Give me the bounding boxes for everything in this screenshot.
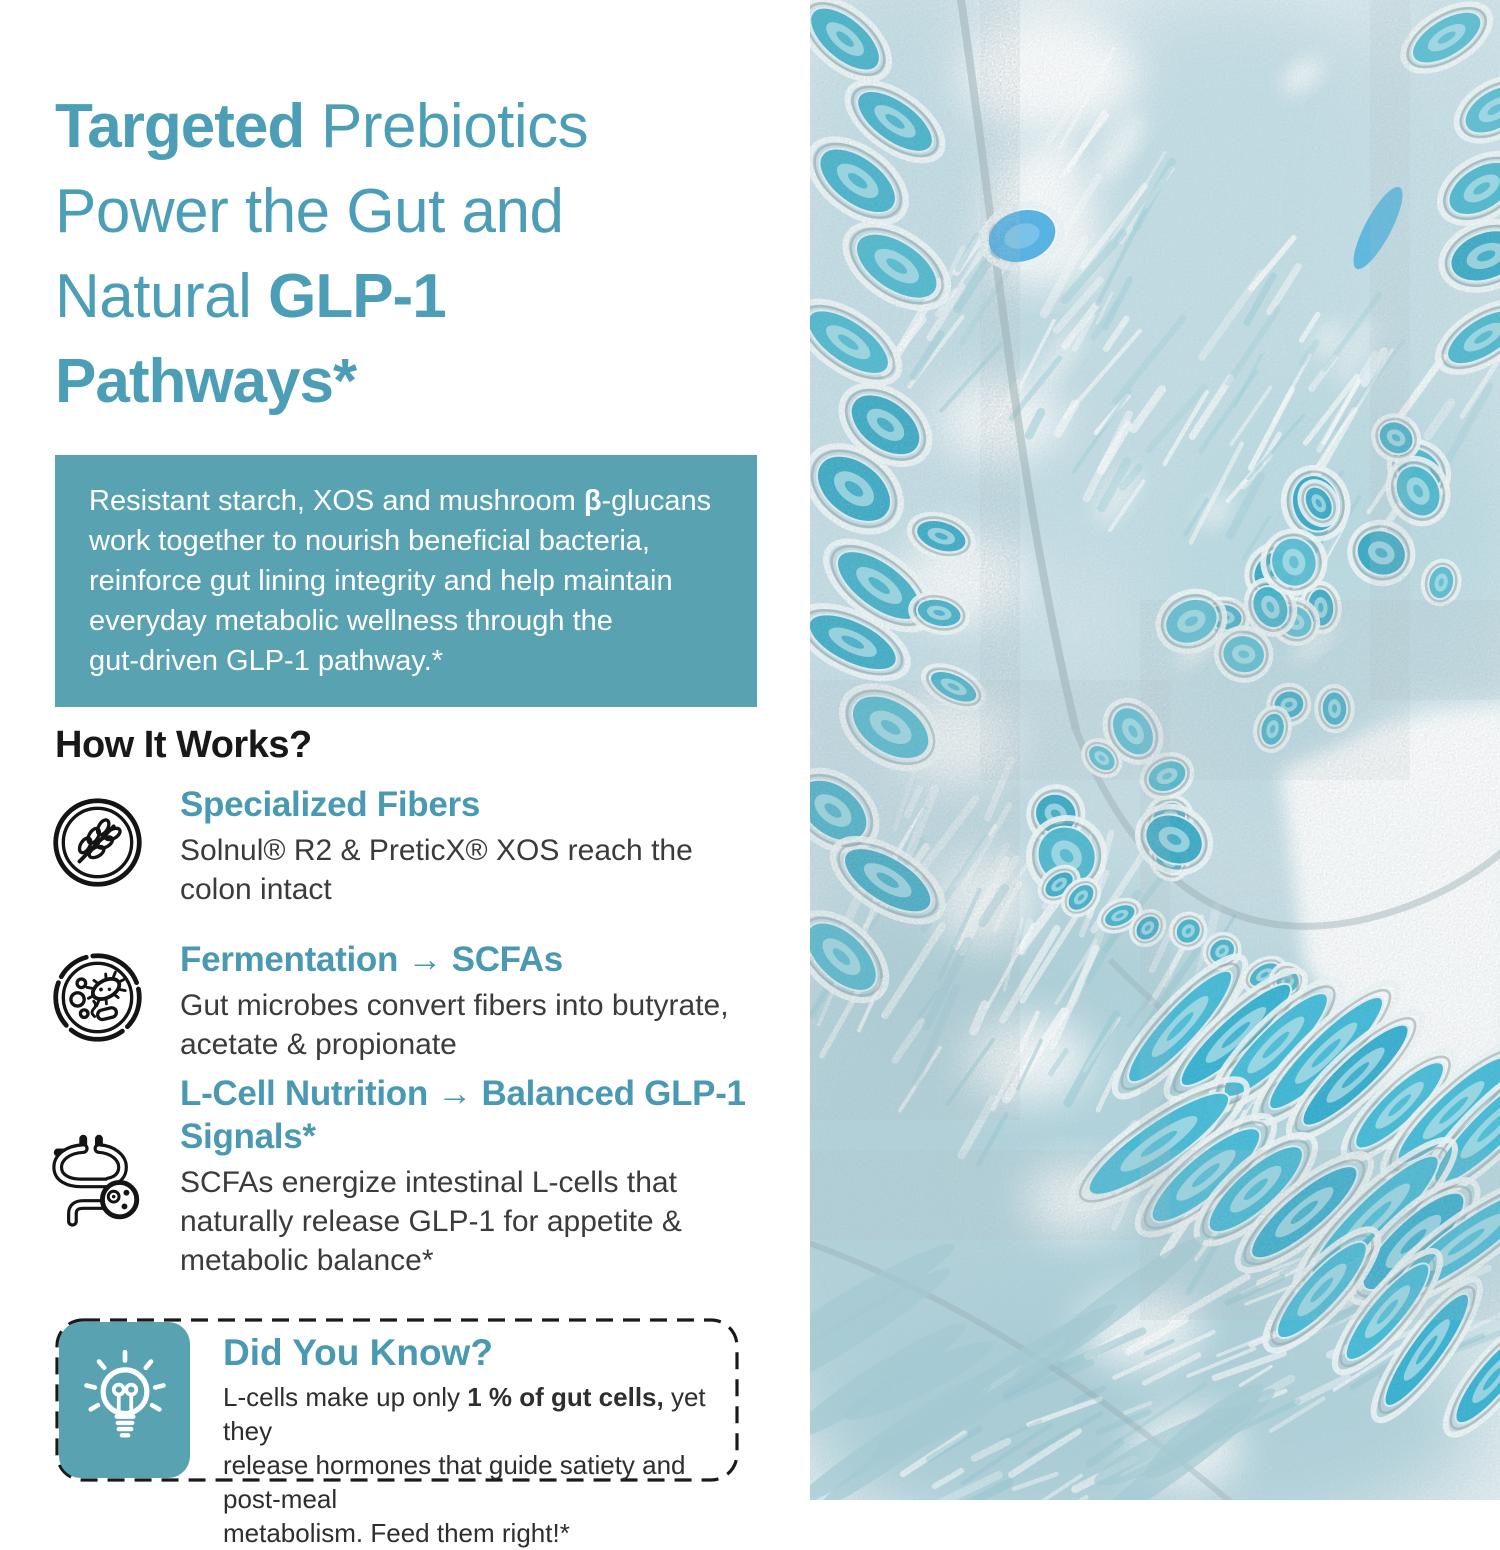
how-it-works-heading: How It Works? xyxy=(55,724,312,766)
histology-micrograph xyxy=(810,0,1500,1500)
intro-callout-box: Resistant starch, XOS and mushroom β-glucans work together to nourish beneficial bacteria, reinforce gut lining integrity and help maintain everyday metabolic wellness through the gut-driven GLP-1 pathway.* xyxy=(55,455,757,707)
item-heading: Fermentation → SCFAs xyxy=(180,940,563,979)
item-body: Gut microbes convert fibers into butyrate, acetate & propionate xyxy=(180,989,729,1061)
microbes-dish-icon xyxy=(50,950,145,1045)
item-body: Solnul® R2 & PreticX® XOS reach the colon intact xyxy=(180,834,693,906)
did-you-know-text xyxy=(223,1332,733,1550)
wheat-circle-icon xyxy=(50,795,145,890)
how-item-lcell-nutrition xyxy=(180,1072,780,1280)
page-title-line-2: Power the Gut and xyxy=(55,177,564,246)
item-heading: L-Cell Nutrition → Balanced GLP-1 Signals* xyxy=(180,1074,746,1156)
did-you-know-box xyxy=(55,1318,739,1548)
how-item-specialized-fibers xyxy=(180,783,780,909)
page-title-line-1: Targeted Prebiotics xyxy=(55,92,589,161)
intestine-cell-icon xyxy=(42,1124,150,1232)
did-you-know-body: L-cells make up only 1 % of gut cells, yet they release hormones that guide satiety and post-meal metabolism. Feed them right!* xyxy=(223,1382,706,1548)
lightbulb-icon xyxy=(59,1322,190,1478)
micrograph-art xyxy=(810,0,1500,1500)
how-item-fermentation-scfas xyxy=(180,938,780,1064)
page-title-line-3: Natural GLP-1 xyxy=(55,262,446,331)
page-title xyxy=(55,84,785,424)
did-you-know-heading: Did You Know? xyxy=(223,1332,493,1373)
item-heading: Specialized Fibers xyxy=(180,785,480,824)
page-title-line-4: Pathways* xyxy=(55,347,357,416)
item-body: SCFAs energize intestinal L-cells that naturally release GLP-1 for appetite & metabolic balance* xyxy=(180,1166,682,1277)
